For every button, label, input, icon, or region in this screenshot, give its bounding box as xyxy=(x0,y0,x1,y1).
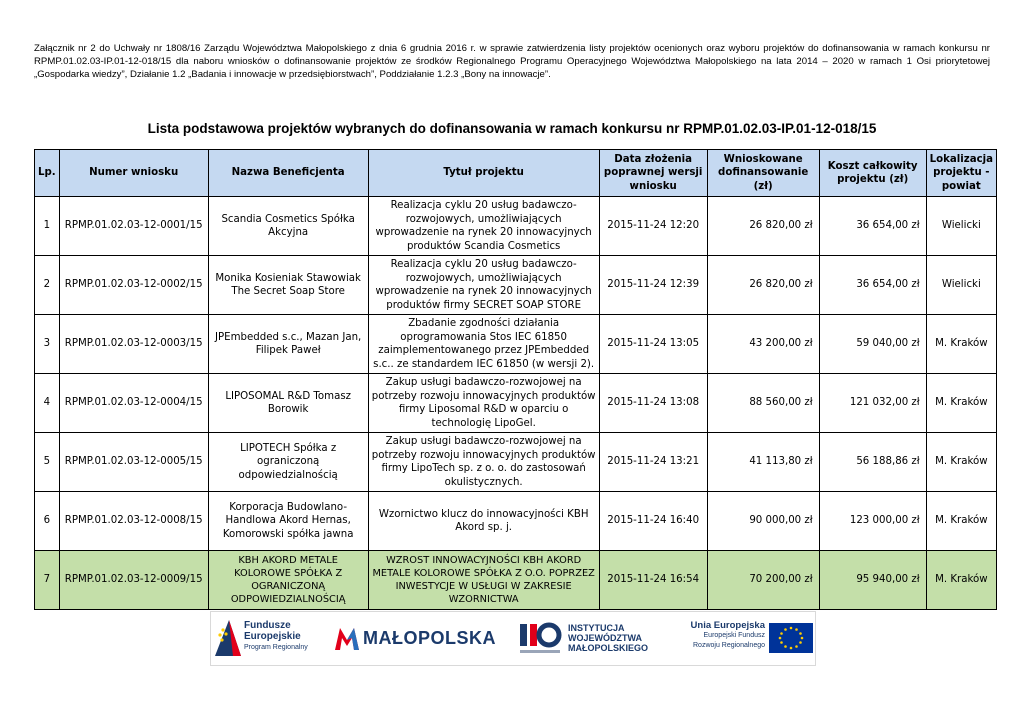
table-row-highlighted xyxy=(35,551,997,610)
cell-project-title: Zakup usługi badawczo-rozwojowej na potrzeby rozwoju innowacyjnych produktów firmy LipoTech sp. z o. o. do zastosowań okulistycznych. xyxy=(368,433,599,492)
cell-total-cost: 56 188,86 zł xyxy=(819,433,926,492)
cell-requested-funding: 26 820,00 zł xyxy=(707,256,819,315)
table-row xyxy=(35,197,997,256)
cell-requested-funding: 70 200,00 zł xyxy=(707,551,819,610)
cell-beneficiary: LIPOTECH Spółka z ograniczoną odpowiedzialnością xyxy=(208,433,368,492)
table-row xyxy=(35,256,997,315)
column-header-submission-date: Data złożenia poprawnej wersji wniosku xyxy=(599,150,707,197)
cell-location: M. Kraków xyxy=(926,433,996,492)
funding-logos-bar xyxy=(210,611,816,666)
table-row xyxy=(35,433,997,492)
cell-application-number: RPMP.01.02.03-12-0008/15 xyxy=(59,492,208,551)
cell-lp: 3 xyxy=(35,315,60,374)
fe-line3: Program Regionalny xyxy=(244,644,308,651)
cell-beneficiary: LIPOSOMAL R&D Tomasz Borowik xyxy=(208,374,368,433)
cell-application-number: RPMP.01.02.03-12-0003/15 xyxy=(59,315,208,374)
cell-location: M. Kraków xyxy=(926,551,996,610)
cell-requested-funding: 43 200,00 zł xyxy=(707,315,819,374)
malopolska-text: MAŁOPOLSKA xyxy=(363,628,496,648)
cell-submission-date: 2015-11-24 13:21 xyxy=(599,433,707,492)
document-title: Lista podstawowa projektów wybranych do dofinansowania w ramach konkursu nr RPMP.01.02.03-IP.01-12-018/15 xyxy=(147,121,877,136)
resolution-note: Załącznik nr 2 do Uchwały nr 1808/16 Zarządu Województwa Małopolskiego z dnia 6 grudnia 2016 r. w sprawie zatwierdzenia listy projektów ocenionych oraz wyboru projektów do dofinansowania w ramach konkursu nr RPMP.01.02.03-IP.01-12-018/15 dla naboru wniosków o dofinansowanie projektów ze środków Regionalnego Programu Operacyjnego Województwa Małopolskiego na lata 2014 – 2020 w ramach 1 Osi priorytetowej „Gospodarka wiedzy”, Działanie 1.2 „Badania i innowacje w przedsiębiorstwach”, Poddziałanie 1.2.3 „Bony na innowacje”. xyxy=(34,43,990,80)
table-row xyxy=(35,315,997,374)
cell-project-title: Realizacja cyklu 20 usług badawczo-rozwojowych, umożliwiających wprowadzenie na rynek 20 innowacyjnych produktów firmy SECRET SOAP STORE xyxy=(368,256,599,315)
cell-location: M. Kraków xyxy=(926,374,996,433)
cell-beneficiary: JPEmbedded s.c., Mazan Jan, Filipek Paweł xyxy=(208,315,368,374)
cell-location: Wielicki xyxy=(926,197,996,256)
instytucja-line2: WOJEWÓDZTWA xyxy=(568,633,642,643)
cell-requested-funding: 41 113,80 zł xyxy=(707,433,819,492)
malopolska-m-icon xyxy=(335,628,359,650)
malopolska-logo xyxy=(335,612,495,665)
cell-requested-funding: 88 560,00 zł xyxy=(707,374,819,433)
cell-beneficiary: Monika Kosieniak Stawowiak The Secret Soap Store xyxy=(208,256,368,315)
column-header-beneficiary: Nazwa Beneficjenta xyxy=(208,150,368,197)
ue-line3: Rozwoju Regionalnego xyxy=(693,642,765,649)
fundusze-europejskie-icon xyxy=(213,618,243,658)
cell-project-title: WZROST INNOWACYJNOŚCI KBH AKORD METALE KOLOROWE SPÓŁKA Z O.O. POPRZEZ INWESTYCJE W USŁUGI W ZAKRESIE WZORNICTWA xyxy=(368,551,599,610)
cell-submission-date: 2015-11-24 16:40 xyxy=(599,492,707,551)
cell-total-cost: 121 032,00 zł xyxy=(819,374,926,433)
cell-submission-date: 2015-11-24 12:39 xyxy=(599,256,707,315)
cell-lp: 2 xyxy=(35,256,60,315)
cell-lp: 1 xyxy=(35,197,60,256)
cell-application-number: RPMP.01.02.03-12-0009/15 xyxy=(59,551,208,610)
projects-table xyxy=(34,149,997,610)
cell-application-number: RPMP.01.02.03-12-0002/15 xyxy=(59,256,208,315)
cell-project-title: Realizacja cyklu 20 usług badawczo-rozwojowych, umożliwiających wprowadzenie na rynek 20 innowacyjnych produktów Scandia Cosmetics xyxy=(368,197,599,256)
cell-beneficiary: KBH AKORD METALE KOLOROWE SPÓŁKA Z OGRANICZONĄ ODPOWIEDZIALNOŚCIĄ xyxy=(208,551,368,610)
unia-europejska-logo xyxy=(681,612,815,665)
table-row xyxy=(35,374,997,433)
fe-line1: Fundusze xyxy=(244,620,291,631)
column-header-lp: Lp. xyxy=(35,150,60,197)
cell-application-number: RPMP.01.02.03-12-0005/15 xyxy=(59,433,208,492)
cell-submission-date: 2015-11-24 13:08 xyxy=(599,374,707,433)
column-header-requested-funding: Wnioskowane dofinansowanie (zł) xyxy=(707,150,819,197)
cell-application-number: RPMP.01.02.03-12-0001/15 xyxy=(59,197,208,256)
cell-submission-date: 2015-11-24 16:54 xyxy=(599,551,707,610)
cell-location: Wielicki xyxy=(926,256,996,315)
eu-flag-icon xyxy=(769,623,813,653)
fundusze-europejskie-logo xyxy=(211,612,321,665)
cell-beneficiary: Scandia Cosmetics Spółka Akcyjna xyxy=(208,197,368,256)
cell-requested-funding: 90 000,00 zł xyxy=(707,492,819,551)
cell-requested-funding: 26 820,00 zł xyxy=(707,197,819,256)
cell-total-cost: 95 940,00 zł xyxy=(819,551,926,610)
cell-location: M. Kraków xyxy=(926,492,996,551)
cell-location: M. Kraków xyxy=(926,315,996,374)
ue-line2: Europejski Fundusz xyxy=(703,632,765,639)
instytucja-line3: MAŁOPOLSKIEGO xyxy=(568,643,649,653)
cell-project-title: Zbadanie zgodności działania oprogramowania Stos IEC 61850 zaimplementowanego przez JPEmbedded s.c.. ze standardem IEC 61850 (w wersji 2). xyxy=(368,315,599,374)
column-header-location: Lokalizacja projektu - powiat xyxy=(926,150,996,197)
column-header-total-cost: Koszt całkowity projektu (zł) xyxy=(819,150,926,197)
cell-total-cost: 36 654,00 zł xyxy=(819,197,926,256)
cell-lp: 6 xyxy=(35,492,60,551)
cell-submission-date: 2015-11-24 12:20 xyxy=(599,197,707,256)
column-header-project-title: Tytuł projektu xyxy=(368,150,599,197)
column-header-application-number: Numer wniosku xyxy=(59,150,208,197)
cell-project-title: Wzornictwo klucz do innowacyjności KBH Akord sp. j. xyxy=(368,492,599,551)
cell-total-cost: 59 040,00 zł xyxy=(819,315,926,374)
cell-submission-date: 2015-11-24 13:05 xyxy=(599,315,707,374)
cell-lp: 5 xyxy=(35,433,60,492)
fe-line2: Europejskie xyxy=(244,631,301,642)
cell-application-number: RPMP.01.02.03-12-0004/15 xyxy=(59,374,208,433)
table-header-row xyxy=(35,150,997,197)
table-row xyxy=(35,492,997,551)
cell-project-title: Zakup usługi badawczo-rozwojowej na potrzeby rozwoju innowacyjnych produktów firmy Liposomal R&D w oparciu o technologię LipoGel. xyxy=(368,374,599,433)
cell-total-cost: 36 654,00 zł xyxy=(819,256,926,315)
cell-lp: 4 xyxy=(35,374,60,433)
ue-line1: Unia Europejska xyxy=(690,620,765,631)
cell-beneficiary: Korporacja Budowlano-Handlowa Akord Hernas, Komorowski spółka jawna xyxy=(208,492,368,551)
instytucja-logo xyxy=(516,612,666,665)
cell-lp: 7 xyxy=(35,551,60,610)
mcp-icon xyxy=(518,618,562,658)
instytucja-line1: INSTYTUCJA xyxy=(568,623,625,633)
cell-total-cost: 123 000,00 zł xyxy=(819,492,926,551)
